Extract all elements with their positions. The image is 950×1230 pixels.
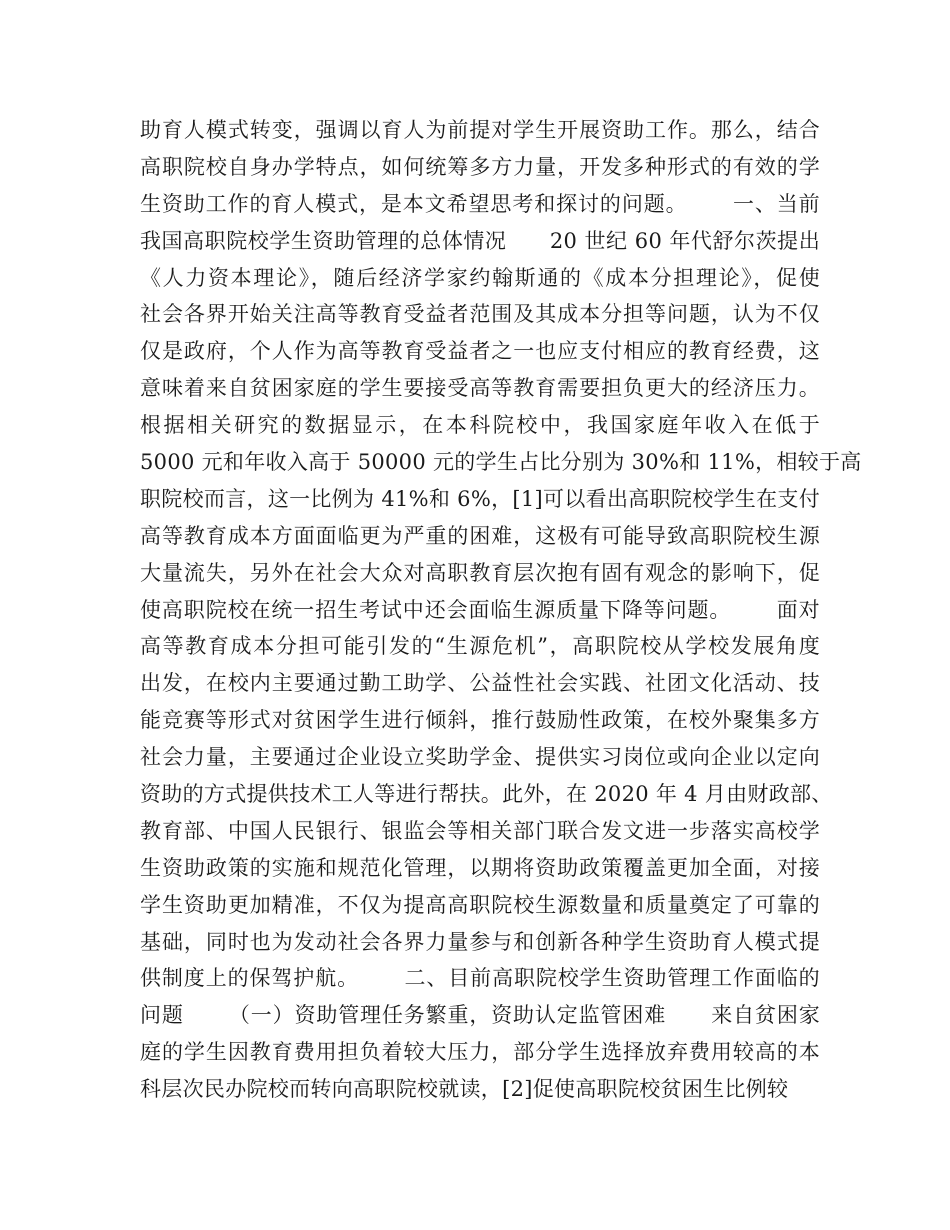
text-line: 高等教育成本分担可能引发的“生源危机”，高职院校从学校发展角度: [140, 634, 820, 659]
text-line: 职院校而言，这一比例为 41%和 6%，[1]可以看出高职院校学生在支付: [140, 486, 820, 511]
text-line: 大量流失，另外在社会大众对高职教育层次抱有固有观念的影响下，促: [140, 560, 820, 585]
text-line: 生资助政策的实施和规范化管理，以期将资助政策覆盖更加全面，对接: [140, 855, 820, 880]
text-line: 资助的方式提供技术工人等进行帮扶。此外，在 2020 年 4 月由财政部、: [140, 782, 833, 807]
text-line: 生资助工作的育人模式，是本文希望思考和探讨的问题。 一、当前: [140, 191, 820, 216]
text-line: 社会各界开始关注高等教育受益者范围及其成本分担等问题，认为不仅: [140, 302, 820, 327]
text-line: 供制度上的保驾护航。 二、目前高职院校学生资助管理工作面临的: [140, 966, 820, 991]
text-line: 社会力量，主要通过企业设立奖助学金、提供实习岗位或向企业以定向: [140, 745, 820, 770]
text-line: 我国高职院校学生资助管理的总体情况 20 世纪 60 年代舒尔茨提出: [140, 228, 820, 253]
text-line: 基础，同时也为发动社会各界力量参与和创新各种学生资助育人模式提: [140, 929, 820, 954]
body-text: [140, 112, 862, 1108]
text-line: 出发，在校内主要通过勤工助学、公益性社会实践、社团文化活动、技: [140, 671, 820, 696]
text-line: 科层次民办院校而转向高职院校就读，[2]促使高职院校贫困生比例较: [140, 1077, 789, 1102]
text-line: 高等教育成本方面面临更为严重的困难，这极有可能导致高职院校生源: [140, 523, 820, 548]
text-line: 学生资助更加精准，不仅为提高高职院校生源数量和质量奠定了可靠的: [140, 892, 820, 917]
text-line: 使高职院校在统一招生考试中还会面临生源质量下降等问题。 面对: [140, 597, 820, 622]
text-line: 5000 元和年收入高于 50000 元的学生占比分别为 30%和 11%，相较于高: [140, 450, 862, 475]
text-line: 助育人模式转变，强调以育人为前提对学生开展资助工作。那么，结合: [140, 118, 820, 142]
text-line: 意味着来自贫困家庭的学生要接受高等教育需要担负更大的经济压力。: [140, 376, 820, 401]
text-line: 高职院校自身办学特点，如何统筹多方力量，开发多种形式的有效的学: [140, 154, 820, 179]
text-line: 仅是政府，个人作为高等教育受益者之一也应支付相应的教育经费，这: [140, 339, 820, 364]
text-line: 根据相关研究的数据显示，在本科院校中，我国家庭年收入在低于: [140, 413, 820, 438]
text-line: 庭的学生因教育费用担负着较大压力，部分学生选择放弃费用较高的本: [140, 1040, 820, 1065]
text-line: 《人力资本理论》，随后经济学家约翰斯通的《成本分担理论》，促使: [140, 265, 820, 290]
text-line: 教育部、中国人民银行、银监会等相关部门联合发文进一步落实高校学: [140, 818, 820, 843]
text-line: 问题 （一）资助管理任务繁重，资助认定监管困难 来自贫困家: [140, 1003, 820, 1028]
text-line: 能竞赛等形式对贫困学生进行倾斜，推行鼓励性政策，在校外聚集多方: [140, 708, 820, 733]
